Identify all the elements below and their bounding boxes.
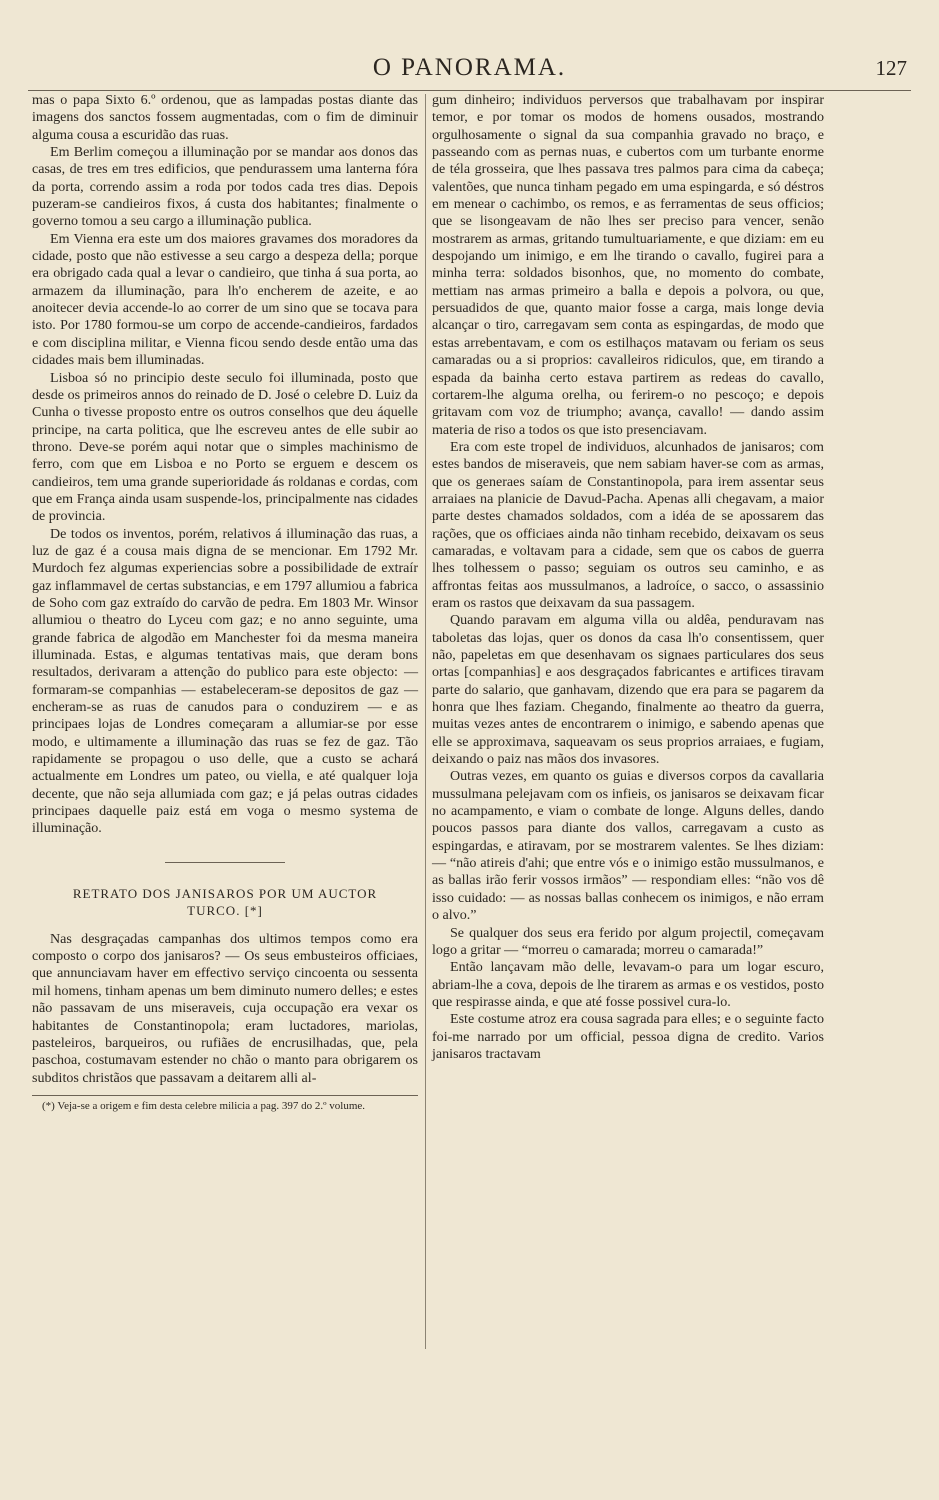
section-title-line: TURCO. [*] [187, 902, 263, 918]
section-title [32, 885, 418, 919]
paragraph: mas o papa Sixto 6.º ordenou, que as lampadas postas diante das imagens dos sanctos fossem augmentadas, com o fim de diminuir alguma cousa a escuridão das ruas. [32, 92, 418, 143]
paragraph: gum dinheiro; individuos perversos que trabalhavam por inspirar temor, e por tomar os modos de homens ousados, mostrando orgulhosamente o signal da sua companhia gravado no braço, e passeando com as pernas nuas, e cubertos com um turbante enorme de téla grosseira, que lhes passava tres palmos para cima da cabeça; valentões, que nunca tinham pegado em uma espingarda, e só déstros em menear o cachimbo, os remos, e as ferramentas de seus officios; que se lisongeavam de não lhes ser preciso para vencer, senão mostrarem as armas, gritando tumultuariamente, e que diziam: em eu despojando um inimigo, e em lhe tirando o cavallo, fugirei para a minha terra: soldados bisonhos, que, no momento do combate, mettiam nas armas primeiro a balla e depois a polvora, ou que, persuadidos de que, quanto maior fosse a carga, mais longe devia alcançar o tiro, carregavam sem conta as espingardas, de modo que estas arrebentavam, e com os estilhaços matavam ou feriam os seus camaradas ou a si proprios: cavalleiros ridiculos, que, em tirando a espada da bainha certo estava partirem as redeas do cavallo, cortarem-lhe alguma orelha, ou ferirem-o no pescoço; e depois gritavam com voz de triumpho; avança, cavallo! — dando assim materia de riso a todos os que isto presenciavam. [432, 92, 824, 438]
paragraph: Era com este tropel de individuos, alcunhados de janisaros; com estes bandos de miseraveis, que nem sabiam haver-se com as armas, que os generaes saíam de Constantinopola, para irem assentar seus arraiaes na planicie de Davud-Pacha. Apenas alli chegavam, a maior parte destes chamados soldados, com a idéa de se apossarem das rações, que os officiaes ainda não tinham recebido, deixavam os seus camaradas, e voltavam para a cidade, sem que os cabos de guerra lhes tolhessem o passo; seguiam os outros seu caminho, e as affrontas feitas aos mussulmanos, a ladroíce, o sacco, o assassinio eram os rastos que deixavam da sua passagem. [432, 438, 824, 611]
paragraph: Quando paravam em alguma villa ou aldêa, penduravam nas taboletas das lojas, quer os donos da casa lh'o consentissem, quer não, papeletas em que desenhavam os signaes particulares dos seus ortas [companhias] e aos desgraçados fabricantes e artifices tiravam parte do salario, que ganhavam, dizendo que era para se pagarem da honra que lhes faziam. Chegando, finalmente ao theatro da guerra, muitas vezes antes de encontrarem o inimigo, e sabendo apenas que elle se approximava, saqueavam os seus proprios arraiaes, e fugiam, deixando o paiz nas mãos dos invasores. [432, 612, 824, 768]
page-number: 127 [875, 56, 907, 80]
left-column [32, 92, 418, 1113]
paragraph: De todos os inventos, porém, relativos á illuminação das ruas, a luz de gaz é a cousa mais digna de se mencionar. Em 1792 Mr. Murdoch fez algumas experiencias sobre a possibilidade de extraír gaz inflammavel de certas substancias, e em 1797 allumiou a fabrica de Soho com gaz extraído do carvão de pedra. Em 1803 Mr. Winsor allumiou o theatro do Lyceu com gaz; e no anno seguinte, uma grande fabrica de algodão em Manchester foi da mesma maneira illuminada. Estas, e algumas tentativas mais, que deram bons resultados, derivaram a attenção do publico para este objecto: — formaram-se companhias — estabeleceram-se depositos de gaz — encheram-se as ruas de canudos para o conduzirem — e as principaes lojas de Londres começaram a allumiar-se por esse modo, e ultimamente a illuminação das ruas se fez de gaz. Tão rapidamente se propagou o uso delle, que a custo se achará actualmente em Londres um pateo, ou viella, e até qualquer loja decente, que não seja allumiada com gaz; e já pelas outras cidades principaes daquelle paiz está em voga o mesmo systema de illuminação. [32, 525, 418, 837]
paragraph: Em Vienna era este um dos maiores gravames dos moradores da cidade, posto que não estivesse a seu cargo a despeza della; porque era obrigado cada qual a levar o candieiro, que tinha á sua porta, ao armazem da illuminação, para lh'o encherem de azeite, e ao anoitecer devia accende-lo ao correr de um sino que se tocava para isto. Por 1780 formou-se um corpo de accende-candieiros, fardados e com disciplina militar, e Vienna ficou sendo desde então uma das cidades mais bem illuminadas. [32, 230, 418, 369]
paragraph: Se qualquer dos seus era ferido por algum projectil, começavam logo a gritar — “morreu o camarada; morreu o camarada!” [432, 924, 824, 958]
paragraph: Nas desgraçadas campanhas dos ultimos tempos como era composto o corpo dos janisaros? — Os seus embusteiros officiaes, que annunciavam haver em effectivo serviço cincoenta ou sessenta mil homens, tinham apenas um bem diminuto numero delles; e estes não passavam de uns miseraveis, cuja occupação era vexar os habitantes de Constantinopola; eram luctadores, mariolas, pasteleiros, barqueiros, ou rufiães de encrusilhadas, que, pela paschoa, costumavam estender no chão o manto para obrigarem os subditos christãos que passavam a deitarem alli al- [32, 930, 418, 1086]
paragraph: Outras vezes, em quanto os guias e diversos corpos da cavallaria mussulmana pelejavam com os infieis, os janisaros se deixavam ficar no acampamento, e viam o combate de longe. Alguns delles, dando poucos passos para diante dos vallos, carregavam a custo as espingardas, e atiravam, por se mostrarem valentes. Se lhes diziam: — “não atireis d'ahi; que entre vós e o inimigo estão mussulmanos, e as ballas irão ferir vossos irmãos” — respondiam elles: “não vos dê isso cuidado: — as nossas ballas conhecem os inimigos, e não erram o alvo.” [432, 768, 824, 924]
paragraph: Então lançavam mão delle, levavam-o para um logar escuro, abriam-lhe a cova, depois de lhe tirarem as armas e os vestidos, posto que respirasse ainda, e que até fosse possivel cura-lo. [432, 959, 824, 1010]
page-header [28, 52, 911, 91]
paragraph: Em Berlim começou a illuminação por se mandar aos donos das casas, de tres em tres edificios, que pendurassem uma lanterna fóra da porta, correndo assim a roda por todos cada tres dias. Depois puzeram-se candieiros fixos, á custa dos habitantes; finalmente o governo tomou a seu cargo a illuminação publica. [32, 144, 418, 230]
column-divider [425, 94, 426, 1349]
journal-title: O PANORAMA. [372, 54, 567, 81]
right-column [432, 92, 824, 1063]
paragraph: Lisboa só no principio deste seculo foi illuminada, posto que desde os primeiros annos do reinado de D. José o celebre D. Luiz da Cunha o tivesse proposto entre os outros conselhos que deu áquelle principe, na carta politica, que lhe escreveu antes de elle subir ao throno. Deve-se porém aqui notar que o simples machinismo de ferro, com que em Lisboa e no Porto se erguem e descem os candieiros, tem uma grande superioridade ás roldanas e cordas, com que em França ainda usam suspende-los, principalmente nas cidades de provincia. [32, 369, 418, 525]
section-divider [165, 862, 285, 863]
section-title-line: RETRATO DOS JANISAROS POR UM AUCTOR [72, 885, 378, 901]
footnote: (*) Veja-se a origem e fim desta celebre milicia a pag. 397 do 2.º volume. [32, 1095, 418, 1113]
paragraph: Este costume atroz era cousa sagrada para elles; e o seguinte facto foi-me narrado por um official, pessoa digna de credito. Varios janisaros tractavam [432, 1011, 824, 1062]
